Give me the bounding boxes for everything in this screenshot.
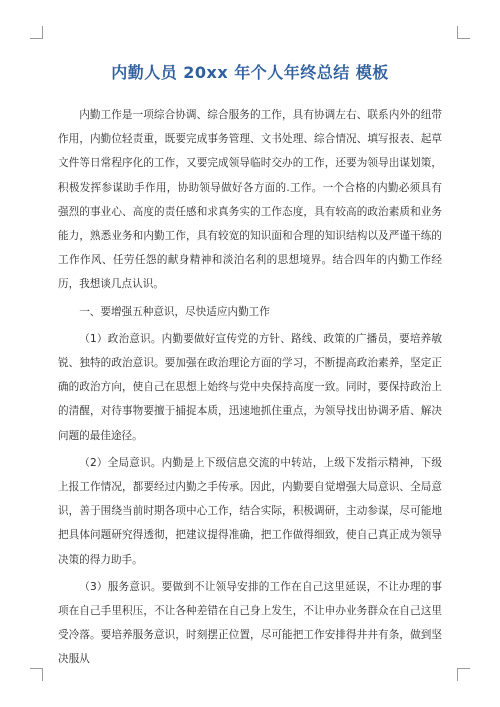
overall-awareness-paragraph: （2）全局意识。内勤是上下级信息交流的中转站，上级下发指示精神，下级上报工作情况，都要经过内勤之手传承。因此，内勤要自觉增强大局意识、全局意识，善于围绕当前时期各项中心工作，结合实际，积极调研，主动参谋，尽可能地把具体问题研究得透彻，把建议提得准确，把工作做得细致，使自己真正成为领导决策的得力助手。 [58, 456, 442, 566]
service-awareness-paragraph: （3）服务意识。要做到不让领导安排的工作在自己这里延误，不让办理的事项在自己手里积压，不让各种差错在自己身上发生，不让申办业务群众在自己这里受冷落。要培养服务意识，时刻摆正位置，尽可能把工作安排得井井有条，做到坚决服从 [58, 580, 442, 666]
intro-paragraph: 内勤工作是一项综合协调、综合服务的工作，具有协调左右、联系内外的纽带作用，内勤位轻责重，既要完成事务管理、文书处理、综合情况、填写报表、起草文件等日常程序化的工作，又要完成领导临时交办的工作，还要为领导出谋划策，积极发挥参谋助手作用，协助领导做好各方面的.工作。一个合格的内勤必须具有强烈的事业心、高度的责任感和求真务实的工作态度，具有较高的政治素质和业务能力，熟悉业务和内勤工作，具有较宽的知识面和合理的知识结构以及严谨干练的工作作风、任劳任怨的献身精神和淡泊名利的思想境界。结合四年的内勤工作经历，我想谈几点认识。 [58, 109, 442, 291]
crop-mark-bottom-left [30, 668, 43, 681]
crop-mark-top-left [30, 26, 43, 39]
document-page [58, 60, 442, 672]
political-awareness-paragraph: （1）政治意识。内勤要做好宣传党的方针、路线、政策的广播员，要培养敏锐、独特的政治意识。要加强在政治理论方面的学习，不断提高政治素养，坚定正确的政治方向，使自己在思想上始终与党中央保持高度一致。同时，要保持政治上的清醒，对待事物要擅于捕捉本质，迅速地抓住重点，为领导找出协调矛盾、解决问题的最佳途径。 [58, 332, 442, 442]
document-title: 内勤人员 20xx 年个人年终总结 模板 [111, 63, 389, 82]
crop-mark-bottom-right [457, 668, 470, 681]
crop-mark-top-right [457, 26, 470, 39]
section-heading: 一、要增强五种意识，尽快适应内勤工作 [79, 305, 270, 318]
